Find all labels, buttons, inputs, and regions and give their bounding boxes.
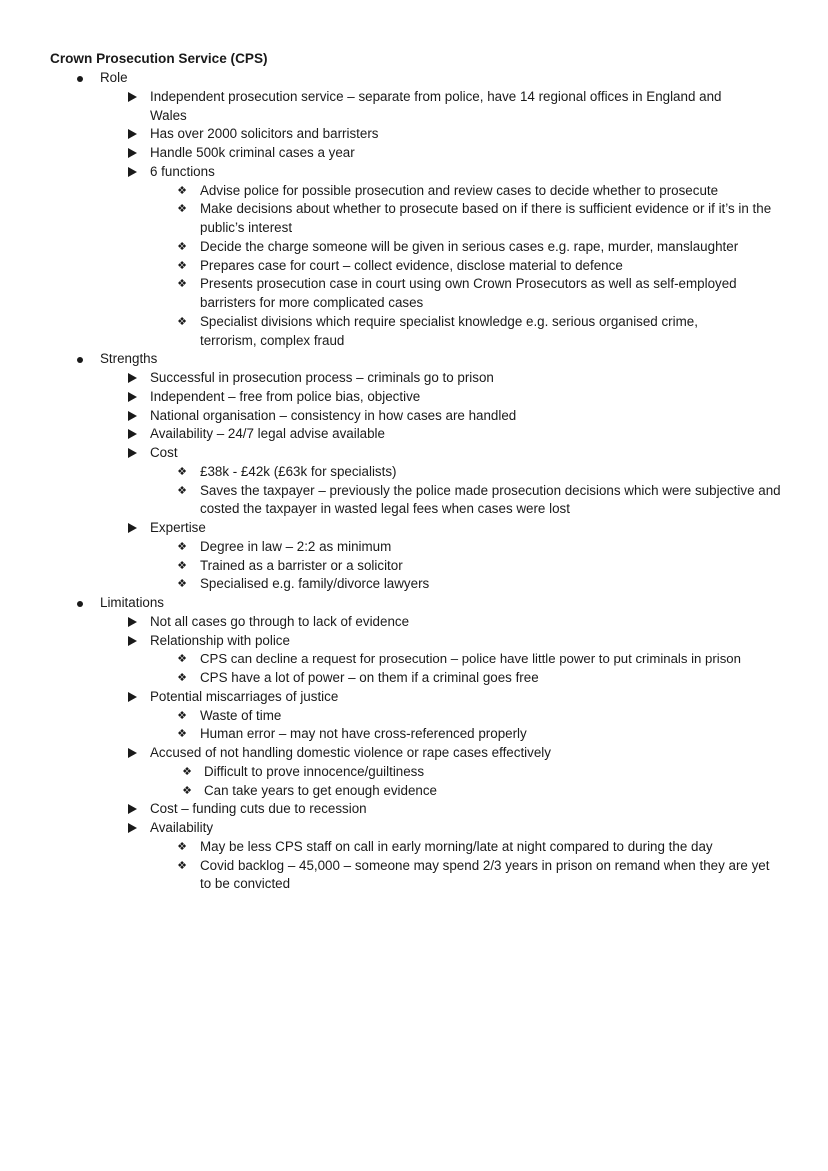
bullet-dot-icon xyxy=(75,69,85,88)
list-item: Handle 500k criminal cases a year xyxy=(0,144,828,163)
section-role: Role xyxy=(0,69,828,88)
list-item: Potential miscarriages of justice xyxy=(0,688,828,707)
bullet-dot-icon xyxy=(75,350,85,369)
sub-list-item: ❖ Specialist divisions which require specialist knowledge e.g. serious organised crime, terrorism, complex fraud xyxy=(0,313,740,351)
list-item: Relationship with police xyxy=(0,632,828,651)
list-item: 6 functions xyxy=(0,163,828,182)
sub-list-item: ❖ Degree in law – 2:2 as minimum xyxy=(0,538,828,557)
bullet-dot-icon xyxy=(75,594,85,613)
diamond-bullet-icon: ❖ xyxy=(177,672,187,684)
diamond-bullet-icon: ❖ xyxy=(177,578,187,591)
outline xyxy=(0,69,828,894)
diamond-bullet-icon: ❖ xyxy=(182,784,192,797)
diamond-bullet-icon: ❖ xyxy=(177,859,187,872)
arrow-bullet-icon xyxy=(125,444,139,464)
arrow-bullet-icon xyxy=(125,800,139,820)
sub-list-item: ❖ Trained as a barrister or a solicitor xyxy=(0,557,828,576)
sub-list-item: ❖ Covid backlog – 45,000 – someone may spend 2/3 years in prison on remand when they are yet to be convicted xyxy=(0,857,775,895)
sub-list-item: ❖ Prepares case for court – collect evidence, disclose material to defence xyxy=(0,257,828,276)
sub-list-item: ❖ Waste of time xyxy=(0,707,828,726)
list-item: Cost xyxy=(0,444,828,463)
arrow-bullet-icon xyxy=(125,613,139,633)
diamond-bullet-icon: ❖ xyxy=(177,540,187,553)
page-title: Crown Prosecution Service (CPS) xyxy=(50,51,268,66)
arrow-bullet-icon xyxy=(125,407,139,427)
arrow-bullet-icon xyxy=(125,744,139,764)
sub-list-item: ❖ Can take years to get enough evidence xyxy=(0,782,828,801)
sub-list-item: ❖ May be less CPS staff on call in early morning/late at night compared to during the day xyxy=(0,838,828,857)
diamond-bullet-icon: ❖ xyxy=(177,709,187,722)
arrow-bullet-icon xyxy=(125,88,139,108)
list-item: Independent – free from police bias, objective xyxy=(0,388,828,407)
diamond-bullet-icon: ❖ xyxy=(177,240,187,253)
diamond-bullet-icon: ❖ xyxy=(177,278,187,291)
arrow-bullet-icon xyxy=(125,163,139,183)
diamond-bullet-icon: ❖ xyxy=(177,840,187,853)
sub-list-item: ❖ CPS can decline a request for prosecution – police have little power to put criminals in prison xyxy=(0,650,828,669)
arrow-bullet-icon xyxy=(125,819,139,839)
diamond-bullet-icon: ❖ xyxy=(177,184,187,197)
arrow-bullet-icon xyxy=(125,369,139,389)
diamond-bullet-icon: ❖ xyxy=(177,559,187,572)
arrow-bullet-icon xyxy=(125,425,139,445)
arrow-bullet-icon xyxy=(125,388,139,408)
diamond-bullet-icon: ❖ xyxy=(177,653,187,666)
list-item: Successful in prosecution process – criminals go to prison xyxy=(0,369,828,388)
sub-list-item: ❖ Difficult to prove innocence/guiltiness xyxy=(0,763,828,782)
sub-list-item: ❖ Advise police for possible prosecution and review cases to decide whether to prosecute xyxy=(0,182,828,201)
diamond-bullet-icon: ❖ xyxy=(177,484,187,497)
list-item: Availability xyxy=(0,819,828,838)
diamond-bullet-icon: ❖ xyxy=(177,315,187,328)
diamond-bullet-icon: ❖ xyxy=(177,465,187,478)
diamond-bullet-icon: ❖ xyxy=(177,728,187,741)
sub-list-item: ❖ Make decisions about whether to prosecute based on if there is sufficient evidence or if it’s in the public’s interest xyxy=(0,200,780,238)
list-item: Not all cases go through to lack of evidence xyxy=(0,613,828,632)
arrow-bullet-icon xyxy=(125,519,139,539)
sub-list-item: ❖ £38k - £42k (£63k for specialists) xyxy=(0,463,828,482)
arrow-bullet-icon xyxy=(125,688,139,708)
sub-list-item: ❖ Presents prosecution case in court using own Crown Prosecutors as well as self-employed barristers for more complicated cases xyxy=(0,275,780,313)
list-item: Independent prosecution service – separate from police, have 14 regional offices in England and Wales xyxy=(0,88,750,126)
sub-list-item: ❖ Saves the taxpayer – previously the police made prosecution decisions which were subjective and costed the taxpayer in wasted legal fees when cases were lost xyxy=(0,482,790,520)
sub-list-item: ❖ Specialised e.g. family/divorce lawyers xyxy=(0,575,828,594)
list-item: Accused of not handling domestic violence or rape cases effectively xyxy=(0,744,828,763)
arrow-bullet-icon xyxy=(125,125,139,145)
sub-list-item: ❖ CPS have a lot of power – on them if a criminal goes free xyxy=(0,669,828,688)
list-item: Has over 2000 solicitors and barristers xyxy=(0,125,828,144)
sub-list-item: ❖ Human error – may not have cross-referenced properly xyxy=(0,725,828,744)
diamond-bullet-icon: ❖ xyxy=(177,203,187,216)
arrow-bullet-icon xyxy=(125,632,139,652)
arrow-bullet-icon xyxy=(125,144,139,164)
list-item: National organisation – consistency in how cases are handled xyxy=(0,407,828,426)
diamond-bullet-icon: ❖ xyxy=(182,765,192,778)
list-item: Availability – 24/7 legal advise available xyxy=(0,425,828,444)
diamond-bullet-icon: ❖ xyxy=(177,259,187,272)
sub-list-item: ❖ Decide the charge someone will be given in serious cases e.g. rape, murder, manslaughter xyxy=(0,238,828,257)
section-limitations: Limitations xyxy=(0,594,828,613)
list-item: Cost – funding cuts due to recession xyxy=(0,800,828,819)
list-item: Expertise xyxy=(0,519,828,538)
section-strengths: Strengths xyxy=(0,350,828,369)
